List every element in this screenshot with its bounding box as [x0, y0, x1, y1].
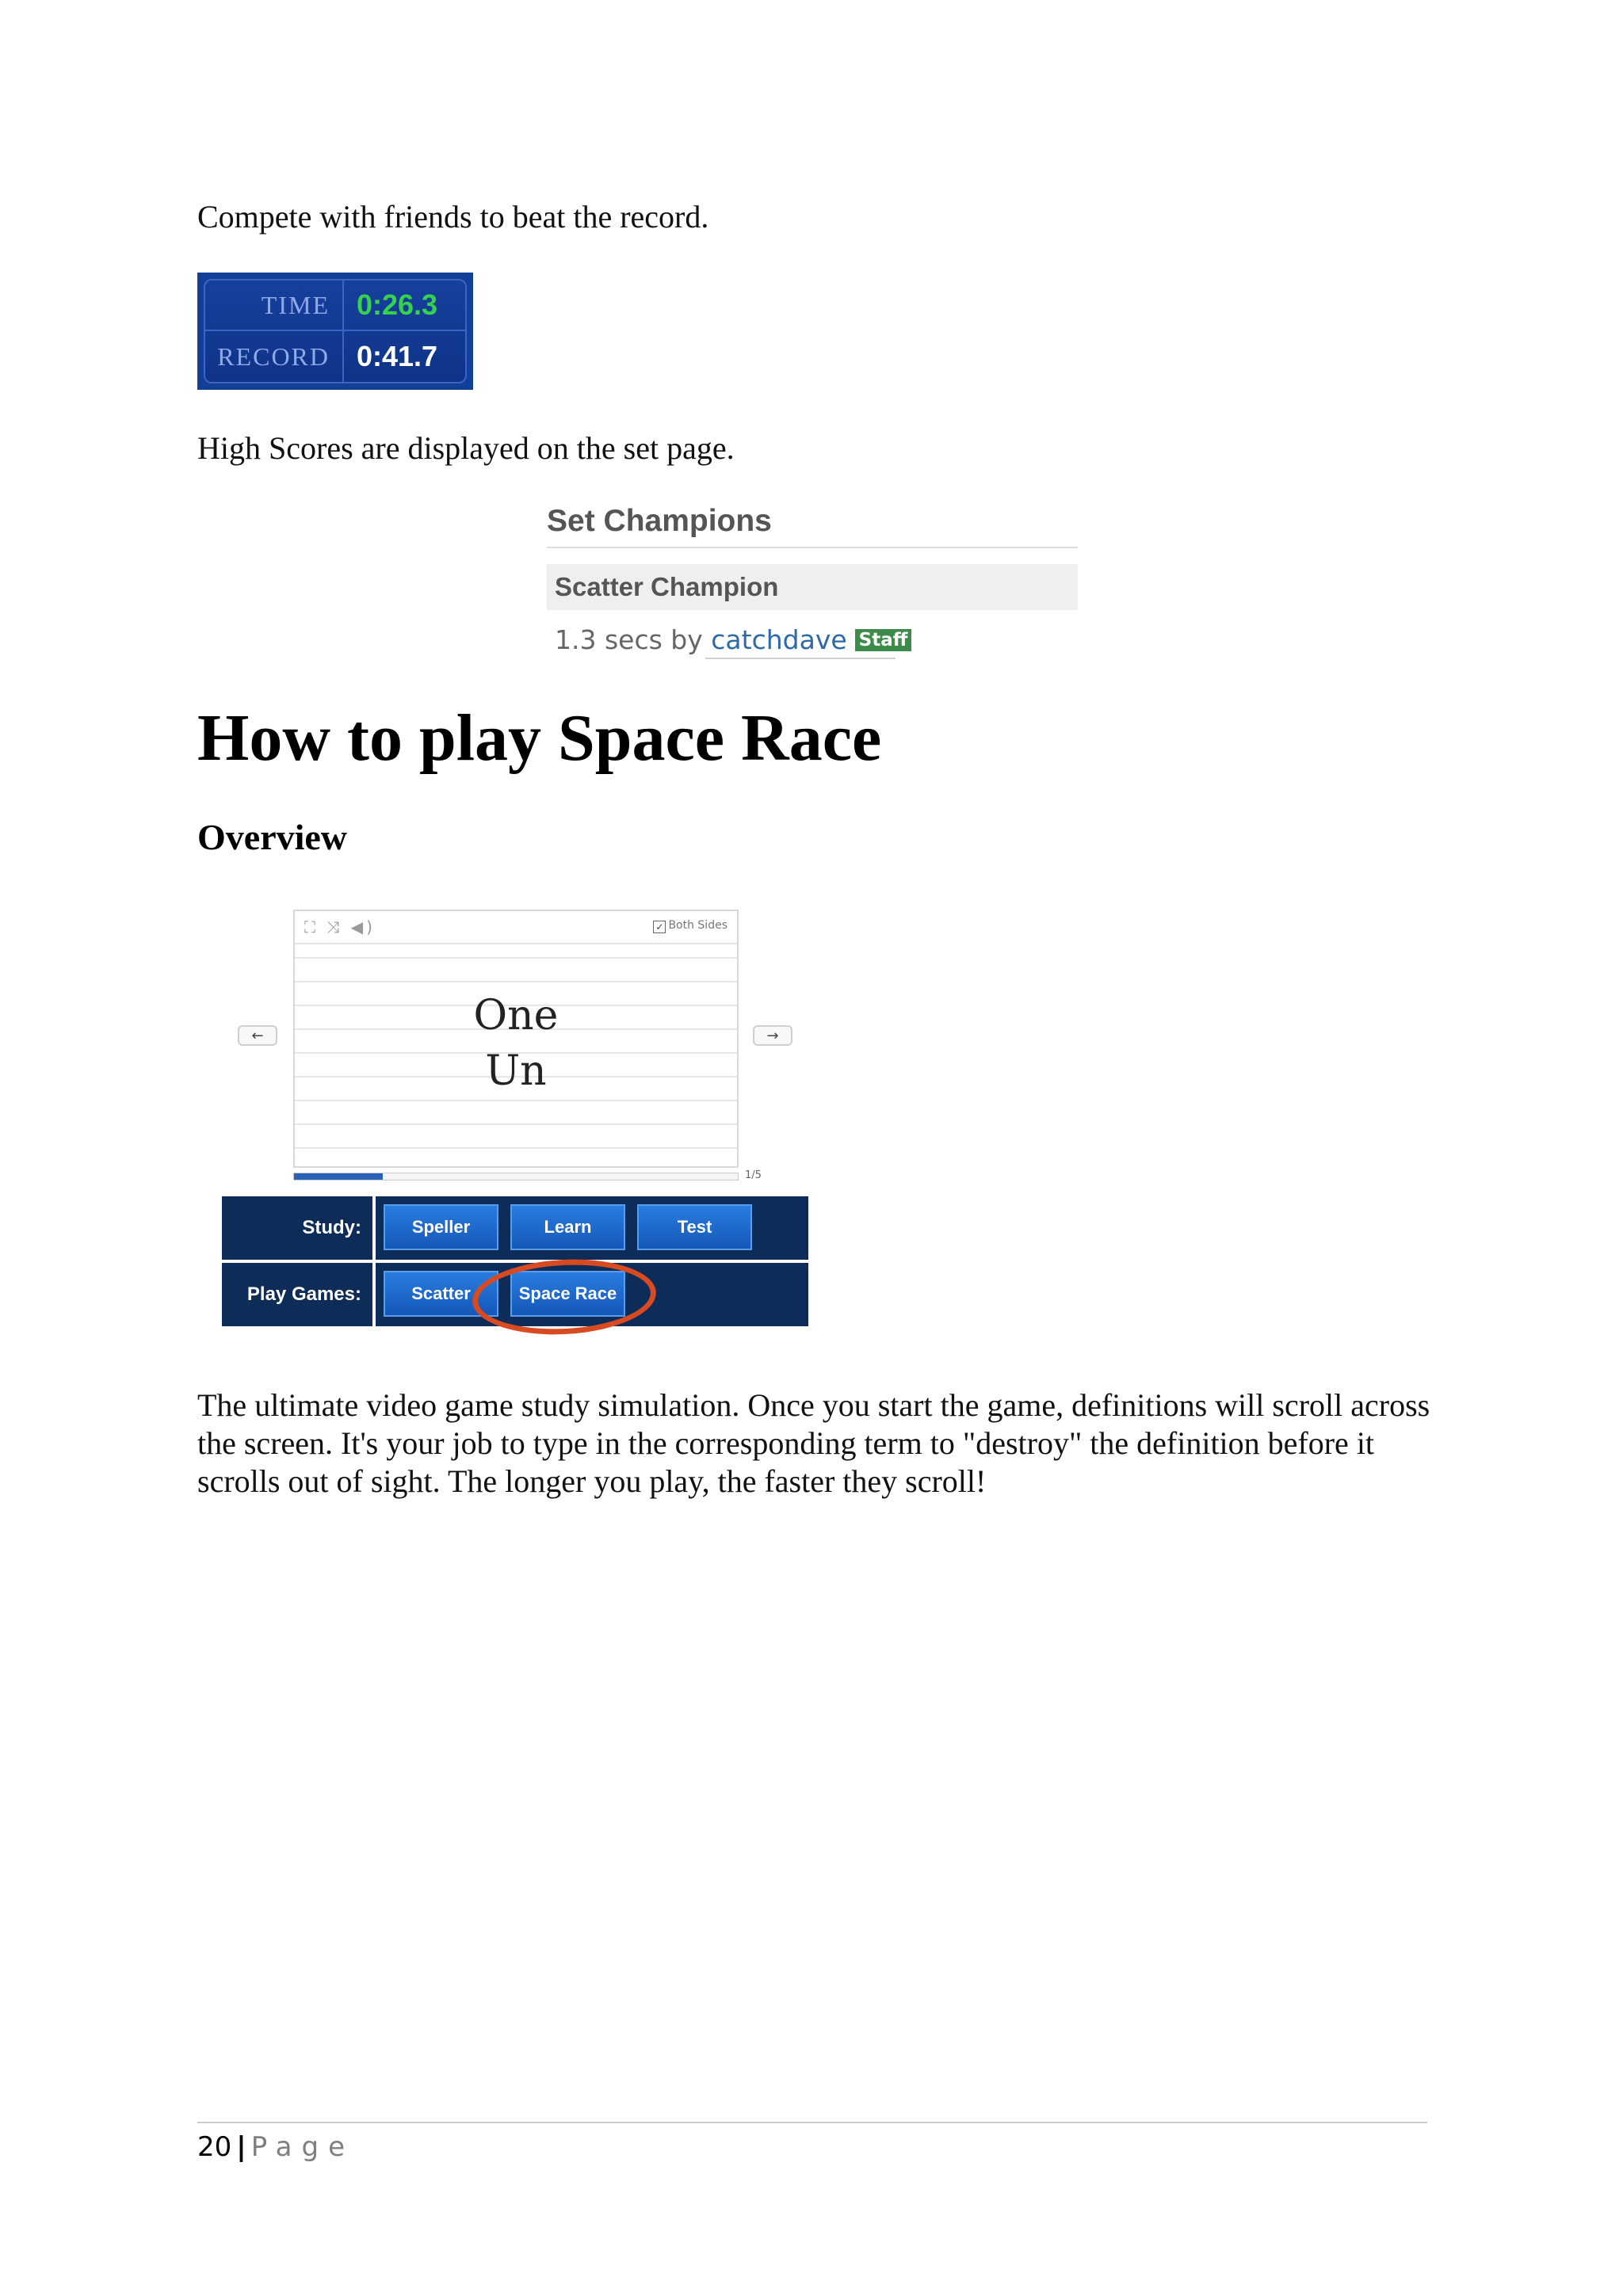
staff-badge: Staff	[855, 629, 912, 651]
champion-link-underline	[705, 658, 896, 659]
description-paragraph: The ultimate video game study simulation. Once you start the game, definitions will scroll across the screen. It's your job to type in the corresponding term to "destroy" the definition before it scrolls out of sight. The longer you play, the faster they scroll!	[197, 1387, 1430, 1499]
both-sides-label: Both Sides	[668, 919, 727, 932]
high-scores-text: High Scores are displayed on the set page.	[197, 430, 735, 466]
page-word: Page	[250, 2131, 354, 2163]
timer-record-box	[197, 273, 473, 390]
play-games-label: Play Games:	[222, 1263, 372, 1326]
record-value: 0:41.7	[357, 340, 438, 372]
time-label: TIME	[205, 280, 344, 331]
card-progress-bar	[293, 1173, 739, 1180]
section-heading: How to play Space Race	[197, 701, 882, 775]
footer-separator: |	[236, 2131, 246, 2163]
champions-title: Set Champions	[547, 504, 772, 538]
record-label: RECORD	[205, 331, 344, 382]
card-progress-label: 1/5	[745, 1169, 762, 1181]
flashcard-term: One	[473, 992, 559, 1039]
champions-divider	[547, 547, 1078, 548]
champion-score-line	[555, 624, 911, 655]
overview-heading: Overview	[197, 817, 348, 857]
footer-divider	[197, 2122, 1427, 2123]
study-buttons	[376, 1196, 808, 1260]
study-label: Study:	[222, 1196, 372, 1260]
checkbox-icon[interactable]: ✓	[653, 921, 666, 933]
flashcard-toolbar	[295, 911, 737, 944]
champions-subtitle: Scatter Champion	[555, 572, 779, 601]
study-row	[222, 1196, 808, 1260]
speller-button[interactable]: Speller	[384, 1204, 498, 1250]
learn-button[interactable]: Learn	[510, 1204, 625, 1250]
scatter-button[interactable]: Scatter	[384, 1271, 498, 1317]
flashcard-toolbar-icons[interactable]: ⛶ ⤨ ◀)	[304, 917, 376, 936]
test-button[interactable]: Test	[637, 1204, 752, 1250]
champion-user-link[interactable]: catchdave	[711, 624, 847, 655]
both-sides-toggle[interactable]	[653, 919, 727, 933]
prev-card-button[interactable]: ←	[238, 1025, 277, 1046]
intro-text: Compete with friends to beat the record.	[197, 199, 709, 235]
next-card-button[interactable]: →	[753, 1025, 792, 1046]
flashcard-definition: Un	[485, 1047, 547, 1095]
champion-score: 1.3 secs by	[555, 624, 703, 655]
card-progress-fill	[294, 1173, 383, 1180]
time-value: 0:26.3	[344, 280, 465, 331]
page-number: 20	[197, 2131, 232, 2163]
page-footer	[197, 2131, 354, 2163]
flashcard	[293, 910, 739, 1168]
space-race-button[interactable]: Space Race	[510, 1271, 625, 1317]
